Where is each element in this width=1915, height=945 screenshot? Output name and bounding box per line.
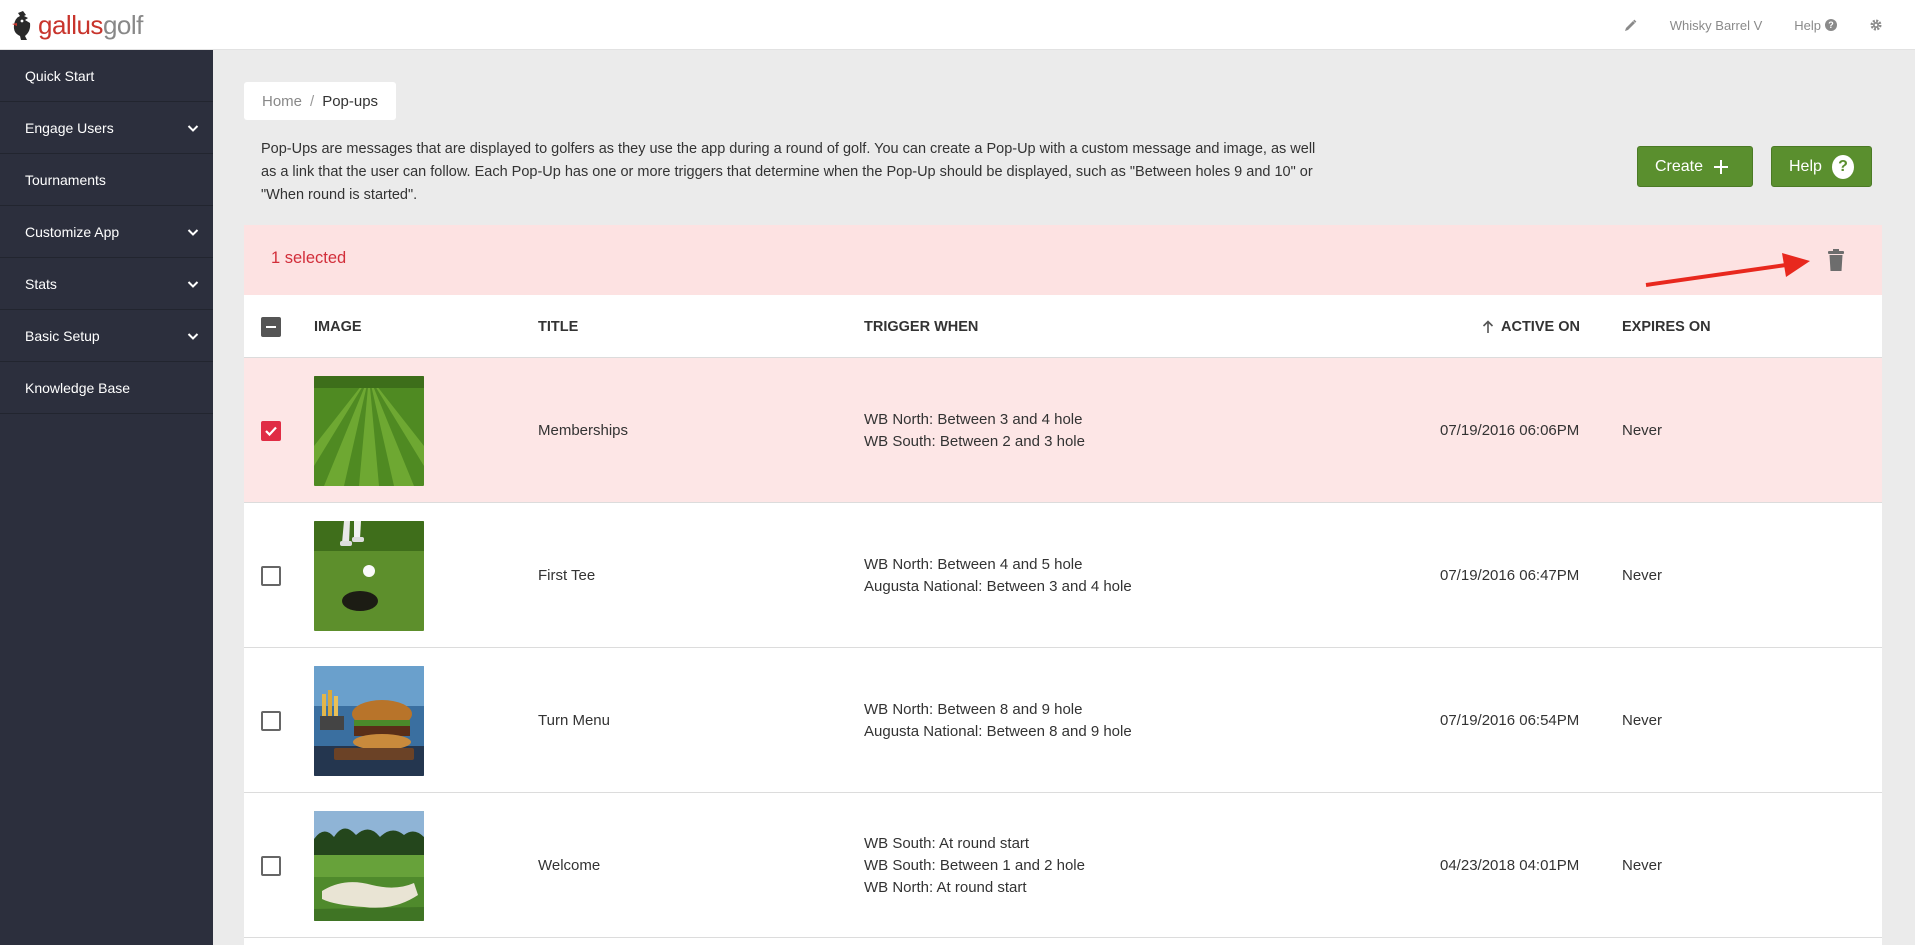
breadcrumb-home[interactable]: Home: [262, 92, 303, 110]
golf-course-bunker-image: [314, 811, 424, 921]
row-checkbox[interactable]: [261, 421, 281, 441]
intro-description: Pop-Ups are messages that are displayed to golfers as they use the app during a round of golf. You can create a Pop-Up with a custom message and image, as well as a link that the user can follow. Each Pop-Up has one or more triggers that determine when the Pop-Up should be displayed, such as "Between holes 9 and 10" or "When round is started".: [261, 141, 1316, 203]
row-triggers: [864, 793, 1085, 938]
pencil-icon[interactable]: [1624, 18, 1638, 32]
sidebar-item-label: Knowledge Base: [25, 379, 131, 396]
gear-icon[interactable]: [1869, 18, 1883, 32]
create-button[interactable]: [1637, 146, 1753, 187]
row-checkbox[interactable]: [261, 566, 281, 586]
breadcrumb: [244, 82, 396, 120]
sidebar-item-stats[interactable]: [0, 258, 213, 310]
chevron-down-icon: [187, 278, 199, 290]
sidebar: [0, 50, 213, 945]
chevron-down-icon: [187, 226, 199, 238]
plus-icon: [1713, 159, 1729, 175]
sidebar-item-label: Quick Start: [25, 67, 95, 84]
row-title: Turn Menu: [538, 712, 610, 729]
row-title: First Tee: [538, 567, 596, 584]
help-button-label: Help: [1789, 157, 1822, 175]
create-button-label: Create: [1655, 157, 1704, 175]
question-circle-icon: ?: [1825, 19, 1837, 31]
trigger-line: WB North: Between 4 and 5 hole: [864, 555, 1083, 573]
selection-bar: [244, 225, 1882, 295]
trigger-line: WB South: Between 2 and 3 hole: [864, 432, 1085, 450]
row-active-on: 07/19/2016 06:06PM: [1440, 422, 1580, 439]
row-expires-on: Never: [1622, 567, 1663, 584]
trigger-line: WB North: Between 8 and 9 hole: [864, 700, 1083, 718]
trigger-line: Augusta National: Between 3 and 4 hole: [864, 577, 1132, 595]
striped-fairway-image: [314, 376, 424, 486]
sidebar-item-quick-start[interactable]: [0, 50, 213, 102]
chevron-down-icon: [187, 330, 199, 342]
table-row[interactable]: [244, 648, 1882, 793]
column-header-title[interactable]: TITLE: [538, 318, 579, 335]
golf-ball-near-hole-image: [314, 521, 424, 631]
trigger-line: Augusta National: Between 8 and 9 hole: [864, 722, 1132, 740]
burger-and-fries-image: [314, 666, 424, 776]
logo-gallus-text: gallus: [38, 10, 103, 40]
column-header-trigger: TRIGGER WHEN: [864, 318, 979, 335]
trigger-line: WB South: Between 1 and 2 hole: [864, 856, 1085, 874]
sidebar-item-label: Tournaments: [25, 171, 106, 188]
account-name[interactable]: Whisky Barrel V: [1669, 17, 1763, 33]
column-header-active-on-label: ACTIVE ON: [1501, 318, 1580, 335]
table-row[interactable]: [244, 793, 1882, 938]
top-bar: [0, 0, 1915, 50]
row-checkbox[interactable]: [261, 711, 281, 731]
column-header-image: IMAGE: [314, 318, 362, 335]
top-help-label: Help: [1794, 17, 1821, 33]
sidebar-item-label: Stats: [25, 275, 57, 292]
row-triggers: [864, 503, 1132, 648]
row-title: Welcome: [538, 857, 601, 874]
sidebar-item-label: Basic Setup: [25, 327, 100, 344]
breadcrumb-current: Pop-ups: [322, 92, 379, 110]
trigger-line: WB North: Between 3 and 4 hole: [864, 410, 1083, 428]
row-active-on: 04/23/2018 04:01PM: [1440, 857, 1580, 874]
help-button[interactable]: [1771, 146, 1872, 187]
row-expires-on: Never: [1622, 712, 1663, 729]
row-triggers: [864, 648, 1132, 793]
sidebar-item-label: Engage Users: [25, 119, 114, 136]
sidebar-item-customize-app[interactable]: [0, 206, 213, 258]
popups-table-panel: [244, 225, 1882, 945]
top-right-menu: [1624, 0, 1883, 50]
table-header: [244, 295, 1882, 358]
annotation-arrow: [1644, 239, 1814, 289]
sort-ascending-icon: [1482, 320, 1494, 334]
row-title: Memberships: [538, 422, 629, 439]
row-checkbox[interactable]: [261, 856, 281, 876]
selection-count: 1 selected: [271, 249, 347, 267]
select-all-checkbox[interactable]: [261, 295, 281, 358]
row-active-on: 07/19/2016 06:54PM: [1440, 712, 1580, 729]
logo-golf-text: golf: [102, 10, 143, 40]
trigger-line: WB North: At round start: [864, 878, 1027, 896]
row-expires-on: Never: [1622, 857, 1663, 874]
sidebar-item-tournaments[interactable]: [0, 154, 213, 206]
trigger-line: WB South: At round start: [864, 834, 1030, 852]
breadcrumb-separator: /: [310, 92, 315, 110]
row-expires-on: Never: [1622, 422, 1663, 439]
sidebar-item-label: Customize App: [25, 223, 120, 240]
row-active-on: 07/19/2016 06:47PM: [1440, 567, 1580, 584]
sidebar-item-basic-setup[interactable]: [0, 310, 213, 362]
row-triggers: [864, 358, 1085, 503]
chevron-down-icon: [187, 122, 199, 134]
checkmark-icon: [264, 424, 278, 438]
table-row[interactable]: [244, 503, 1882, 648]
sidebar-item-knowledge-base[interactable]: [0, 362, 213, 414]
column-header-active-on[interactable]: [1482, 295, 1580, 358]
question-circle-icon: ?: [1832, 155, 1854, 179]
table-row[interactable]: [244, 358, 1882, 503]
trash-icon[interactable]: [1827, 248, 1845, 272]
app-logo[interactable]: [9, 9, 143, 41]
table-row[interactable]: [244, 938, 1882, 945]
top-help-link[interactable]: [1794, 18, 1837, 33]
minus-icon: [261, 317, 281, 337]
column-header-expires-on[interactable]: EXPIRES ON: [1622, 318, 1711, 335]
rooster-logo-icon: [9, 9, 35, 41]
sidebar-item-engage-users[interactable]: [0, 102, 213, 154]
